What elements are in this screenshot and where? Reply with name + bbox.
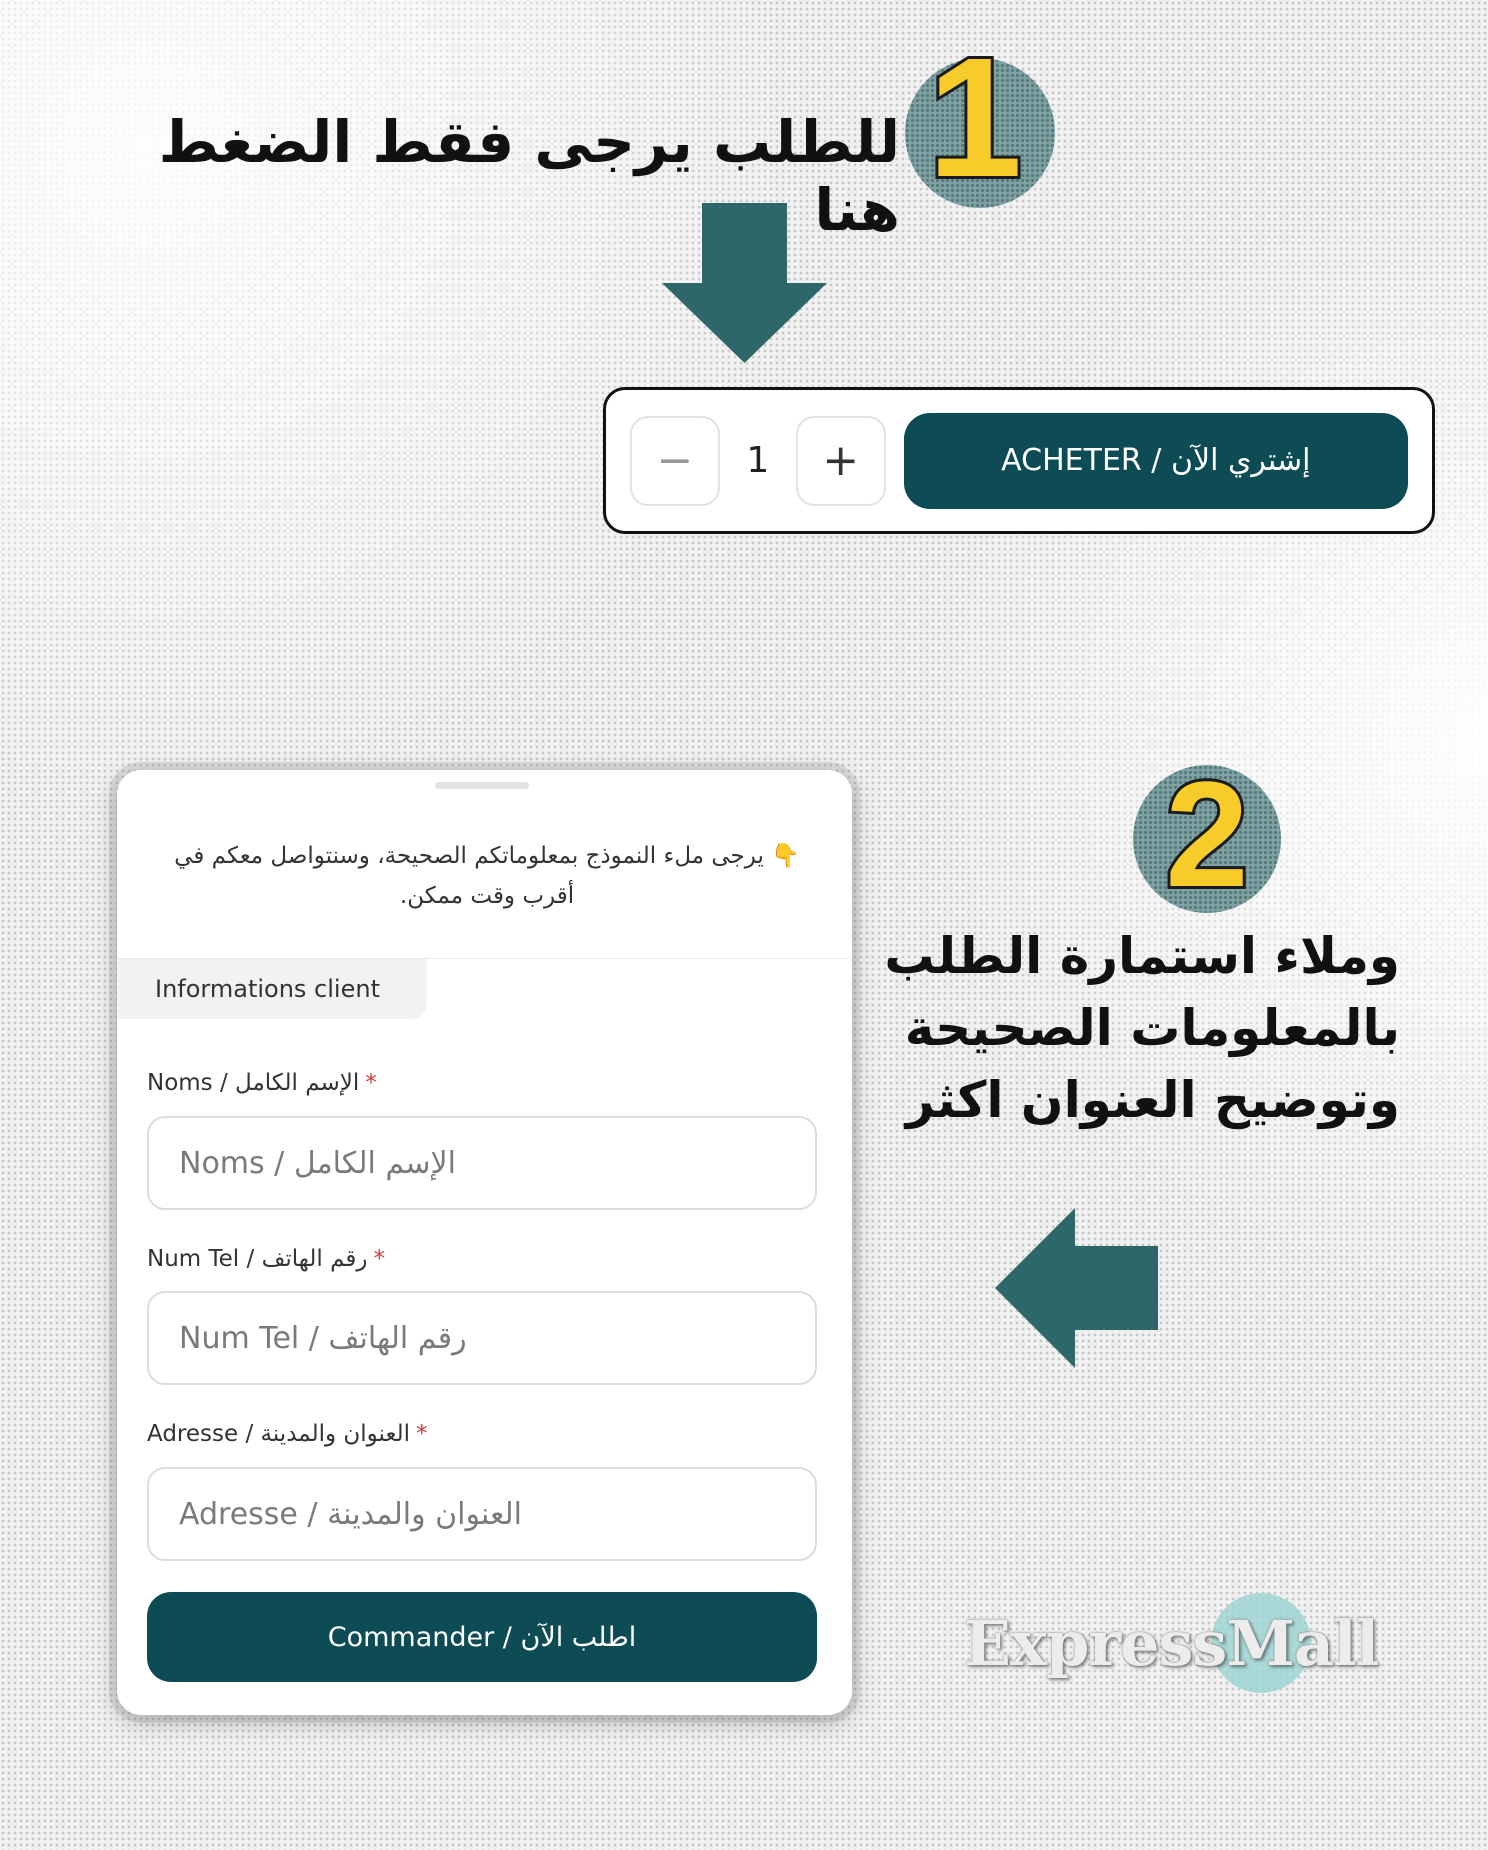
arrow-down-icon bbox=[662, 203, 827, 363]
step2-line: وتوضيح العنوان اكثر bbox=[905, 1071, 1400, 1129]
required-marker: * bbox=[416, 1421, 428, 1447]
required-marker: * bbox=[365, 1070, 377, 1096]
step-1-badge bbox=[905, 23, 1055, 213]
required-marker: * bbox=[373, 1246, 385, 1272]
step-2-number: 2 bbox=[1165, 750, 1249, 918]
logo-text: ExpressMall bbox=[963, 1606, 1379, 1680]
buy-now-button[interactable]: ACHETER / إشتري الآن bbox=[904, 413, 1408, 509]
arrow-left-icon bbox=[995, 1208, 1158, 1368]
tab-client-information[interactable]: Informations client bbox=[117, 959, 427, 1019]
plus-icon: + bbox=[822, 435, 860, 486]
order-form-card bbox=[117, 770, 852, 1715]
order-now-button[interactable]: Commander / اطلب الآن bbox=[147, 1592, 817, 1682]
step2-instruction bbox=[880, 920, 1400, 1136]
order-box bbox=[603, 387, 1435, 534]
quantity-value[interactable]: 1 bbox=[746, 440, 770, 481]
step-2-badge bbox=[1133, 750, 1281, 918]
full-name-label bbox=[147, 1070, 377, 1096]
address-label bbox=[147, 1421, 428, 1447]
phone-input[interactable]: Num Tel / رقم الهاتف bbox=[147, 1291, 817, 1385]
phone-label-text: Num Tel / رقم الهاتف bbox=[147, 1246, 368, 1272]
step2-line: وملاء استمارة الطلب bbox=[884, 927, 1400, 985]
quantity-plus-button[interactable] bbox=[796, 416, 886, 506]
drag-handle[interactable] bbox=[435, 782, 529, 789]
full-name-input[interactable]: Noms / الإسم الكامل bbox=[147, 1116, 817, 1210]
step-1-number: 1 bbox=[927, 23, 1023, 213]
minus-icon: − bbox=[656, 435, 694, 486]
step1-instruction: للطلب يرجى فقط الضغط هنا bbox=[158, 108, 900, 244]
quantity-minus-button[interactable] bbox=[630, 416, 720, 506]
step2-line: بالمعلومات الصحيحة bbox=[904, 999, 1400, 1057]
phone-label bbox=[147, 1246, 385, 1272]
expressmall-logo bbox=[963, 1588, 1379, 1698]
full-name-label-text: Noms / الإسم الكامل bbox=[147, 1070, 360, 1096]
address-input[interactable]: Adresse / العنوان والمدينة bbox=[147, 1467, 817, 1561]
form-intro-text: 👇 يرجى ملء النموذج بمعلوماتكم الصحيحة، وسنتواصل معكم في أقرب وقت ممكن. bbox=[174, 843, 800, 909]
address-label-text: Adresse / العنوان والمدينة bbox=[147, 1421, 410, 1447]
